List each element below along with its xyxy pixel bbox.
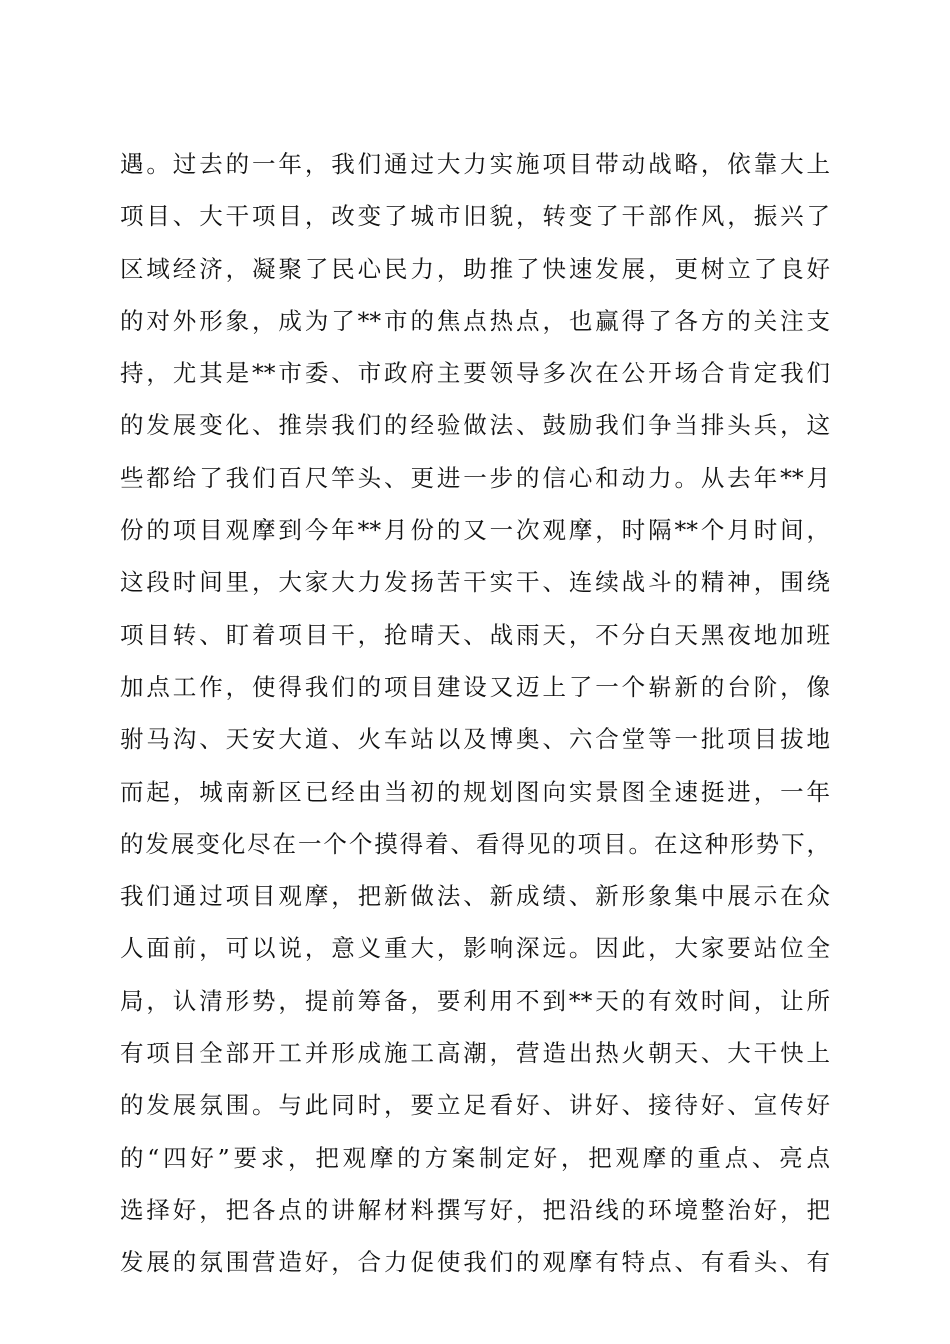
text-line: 遇。过去的一年，我们通过大力实施项目带动战略，依靠大上 xyxy=(120,150,830,178)
text-line: 我们通过项目观摩，把新做法、新成绩、新形象集中展示在众 xyxy=(120,882,830,911)
text-line: 持，尤其是**市委、市政府主要领导多次在公开场合肯定我们 xyxy=(120,359,830,388)
text-line: 项目转、盯着项目干，抢晴天、战雨天，不分白天黑夜地加班 xyxy=(120,620,830,649)
text-line: 的“四好”要求，把观摩的方案制定好，把观摩的重点、亮点 xyxy=(120,1143,830,1172)
text-line: 份的项目观摩到今年**月份的又一次观摩，时隔**个月时间， xyxy=(120,516,830,545)
text-line: 这段时间里，大家大力发扬苦干实干、连续战斗的精神，围绕 xyxy=(120,568,830,597)
text-line: 区域经济，凝聚了民心民力，助推了快速发展，更树立了良好 xyxy=(120,254,830,283)
text-line: 项目、大干项目，改变了城市旧貌，转变了干部作风，振兴了 xyxy=(120,202,830,231)
text-line: 有项目全部开工并形成施工高潮，营造出热火朝天、大干快上 xyxy=(120,1039,830,1068)
text-line: 加点工作，使得我们的项目建设又迈上了一个崭新的台阶，像 xyxy=(120,672,830,701)
text-line: 驸马沟、天安大道、火车站以及博奥、六合堂等一批项目拔地 xyxy=(120,725,830,754)
text-line: 局，认清形势，提前筹备，要利用不到**天的有效时间，让所 xyxy=(120,986,830,1015)
text-line: 人面前，可以说，意义重大，影响深远。因此，大家要站位全 xyxy=(120,934,830,963)
text-line: 发展的氛围营造好，合力促使我们的观摩有特点、有看头、有 xyxy=(120,1248,830,1277)
text-line: 的发展变化尽在一个个摸得着、看得见的项目。在这种形势下， xyxy=(120,829,830,858)
text-line: 选择好，把各点的讲解材料撰写好，把沿线的环境整治好，把 xyxy=(120,1195,830,1224)
text-line: 而起，城南新区已经由当初的规划图向实景图全速挺进，一年 xyxy=(120,777,830,806)
text-line: 些都给了我们百尺竿头、更进一步的信心和动力。从去年**月 xyxy=(120,463,830,492)
text-line: 的对外形象，成为了**市的焦点热点，也赢得了各方的关注支 xyxy=(120,306,830,335)
text-line: 的发展变化、推崇我们的经验做法、鼓励我们争当排头兵，这 xyxy=(120,411,830,440)
body-paragraph xyxy=(120,138,830,1289)
text-line: 的发展氛围。与此同时，要立足看好、讲好、接待好、宣传好 xyxy=(120,1091,830,1120)
